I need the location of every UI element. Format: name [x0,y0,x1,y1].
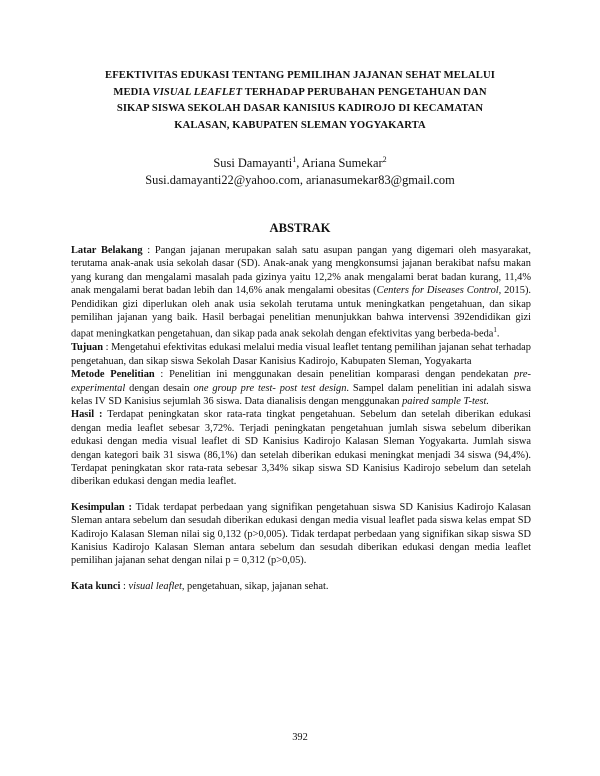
section-metode [71,368,531,408]
section-text: : Pangan jajanan merupakan salah satu asupan pangan yang digemari oleh masyarakat, terutama anak-anak usia sekolah dasar (SD). Anak-anak yang mengkonsumsi jajanan berakibat nafsu makan yang kurang dan mengalami masalah pada gizinya yaitu 12,2% anak mengalami berat badan kurang, 11,4% anak mengalami berat badan lebih dan 14,6% anak mengalami obesitas ( [71,245,531,297]
section-tujuan [71,341,531,368]
title-line: SIKAP SISWA SEKOLAH DASAR KANISIUS KADIROJO DI KECAMATAN [116,103,484,114]
section-separator: : [120,580,129,592]
section-text: : Penelitian ini menggunakan desain penelitian komparasi dengan pendekatan [154,369,515,381]
section-kata-kunci [71,580,531,593]
page-number: 392 [292,732,308,743]
italic-term: pre-experimental [71,369,531,394]
affiliation-marker: 1 [292,155,297,164]
section-text: . Sampel dalam penelitian ini adalah siswa kelas IV SD Kanisius sejumlah 36 siswa. Data dianalisis dengan menggunakan [71,382,532,407]
author-name: Ariana Sumekar [301,156,383,170]
section-label: Latar Belakang [71,245,143,256]
title-italic-text: VISUAL LEAFLET [152,86,243,98]
section-text: : Mengetahui efektivitas edukasi melalui media visual leaflet tentang pemilihan jajanan sehat terhadap pengetahuan, dan sikap siswa Sekolah Dasar Kanisius Kadirojo, Kabupaten Sleman, Yogyakarta [71,342,531,367]
abstract-body [71,244,531,593]
reference-marker: 1 [493,326,497,335]
section-label: Hasil : [71,409,103,421]
section-label: Kata kunci [71,580,121,592]
section-label: Kesimpulan : [71,501,132,513]
paragraph-gap [71,489,531,501]
italic-term: visual leaflet [128,580,182,592]
section-text: dengan desain [125,382,194,394]
section-text: 2015). Pendidikan gizi diperlukan oleh anak usia sekolah terutama untuk meningkatkan pengetahuan, dan sikap pemilihan jajanan yang baik. Hasil berbagai penelitian menunjukkan bahwa intervensi 392endidikan gizi dapat meningkatkan pengetahuan, dan sikap pada anak sekolah dengan efektivitas yang berbeda-beda [71,285,531,340]
paragraph-gap [71,568,531,580]
section-text: Tidak terdapat perbedaan yang signifikan pengetahuan siswa SD Kanisius Kadirojo Kalasan Sleman antara sebelum dan sesudah diberikan edukasi dengan media visual leaflet pada siswa kelas empat SD Kadirojo Kalasan Sleman nilai sig 0,132 (p>0,005). Tidak terdapat perbedaan yang signifikan sikap siswa SD Kanisius Kadirojo Kalasan Sleman antara sebelum dan sesudah diberikan edukasi dengan media leaflet pemilihan jajanan sehat dengan nilai p = 0,312 (p>0,05). [71,501,531,567]
section-latar-belakang [71,244,531,341]
affiliation-marker: 2 [382,155,387,164]
title-text: TERHADAP PERUBAHAN PENGETAHUAN DAN [244,86,487,98]
section-kesimpulan [71,501,531,568]
title-line: EFEKTIVITAS EDUKASI TENTANG PEMILIHAN JAJANAN SEHAT MELALUI [105,70,495,81]
author-block [60,155,540,189]
author-names [60,155,540,172]
paper-title [60,68,540,134]
author-separator: , [296,156,302,170]
section-text: Terdapat peningkatan skor rata-rata tingkat pengetahuan. Sebelum dan setelah diberikan edukasi dengan media leaflet sebesar 3,72%. Terjadi peningkatan pengetahuan jumlah siswa sebelum diberikan edukasi dengan media visual leaflet di SD Kanisius Kadirojo Kalasan Sleman Yogyakarta. Jumlah siswa dengan kategori baik 31 siswa (86,1%) dan setelah diberikan edukasi meningkat menjadi 34 siswa (94,4%). Terdapat peningkatan skor rata-rata sebesar 3,34% sikap siswa SD Kanisius Kadirojo sebelum dan setelah diberikan edukasi dengan media leaflet. [71,409,532,488]
title-line: KALASAN, KABUPATEN SLEMAN YOGYAKARTA [174,119,426,131]
section-hasil [71,408,531,488]
author-emails: Susi.damayanti22@yahoo.com, arianasumekar83@gmail.com [145,173,455,187]
citation-text: Centers for Diseases Control, [376,285,502,297]
abstract-heading: ABSTRAK [269,221,331,235]
section-text: . [496,328,500,340]
italic-term: paired sample T-test. [402,395,489,407]
italic-term: one group pre test- post test design [193,382,347,394]
title-line [60,85,540,102]
section-label: Metode Penelitian [71,369,155,381]
author-name: Susi Damayanti [213,156,293,170]
title-text: MEDIA [113,86,150,98]
section-text: , pengetahuan, sikap, jajanan sehat. [181,580,329,592]
section-label: Tujuan [71,342,103,354]
